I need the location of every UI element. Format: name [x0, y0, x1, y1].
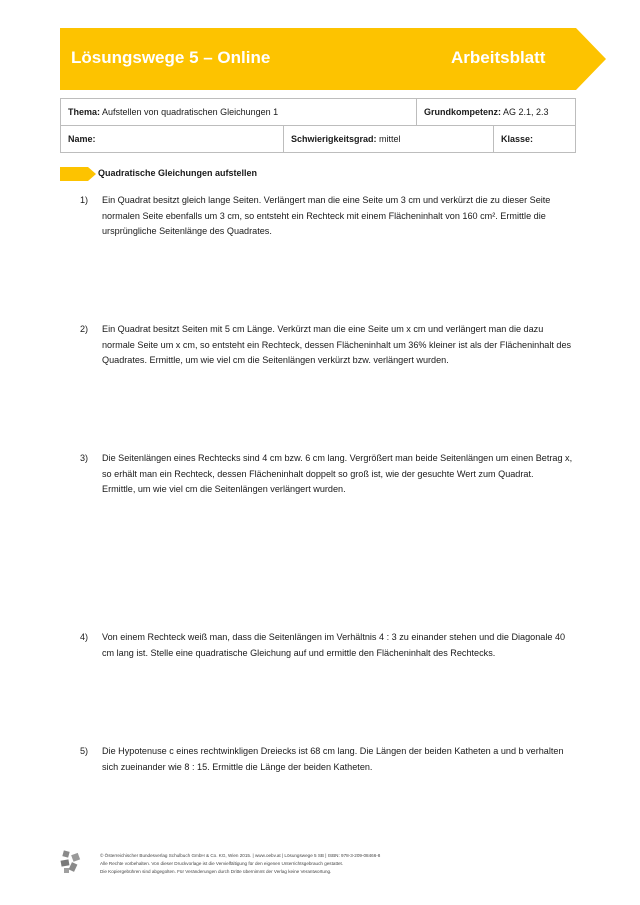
- footer-line: Alle Rechte vorbehalten. Von dieser Druckvorlage ist die Vervielfältigung für den eigenen Unterrichtsgebrauch gestattet.: [100, 861, 344, 866]
- task-text: [102, 322, 582, 369]
- task-text: [102, 193, 582, 240]
- section-arrow-icon: [60, 167, 96, 181]
- task-number: 2): [80, 324, 89, 334]
- task-number: 1): [80, 195, 89, 205]
- info-row-student: [61, 126, 576, 153]
- task-line: Ein Quadrat besitzt Seiten mit 5 cm Länge. Verkürzt man die eine Seite um x cm und verlängert man die dazu: [102, 324, 544, 334]
- difficulty-label: Schwierigkeitsgrad:: [291, 134, 377, 144]
- difficulty-cell: [284, 126, 494, 153]
- header-banner: [60, 28, 606, 90]
- task-line: Von einem Rechteck weiß man, dass die Seitenlängen im Verhältnis 4 : 3 zu einander stehen und die Diagonale 40: [102, 632, 566, 642]
- publication-title: Lösungswege 5 – Online: [71, 48, 271, 67]
- competence-value: AG 2.1, 2.3: [503, 107, 549, 117]
- difficulty-value: mittel: [379, 134, 401, 144]
- task-line: normalen Seite ebenfalls um 3 cm, so entsteht ein Rechteck mit einem Flächeninhalt von 160 cm². Ermittle die: [102, 210, 546, 221]
- task-line: ursprüngliche Seitenlänge des Quadrates.: [102, 226, 272, 236]
- topic-cell: [61, 99, 417, 126]
- task-line: so erhält man ein Rechteck, dessen Flächeninhalt doppelt so groß ist, wie der gesuchte Wert zum Quadrat.: [102, 468, 534, 479]
- task-text: [102, 744, 582, 775]
- name-label: Name:: [68, 134, 96, 144]
- task-line: Ein Quadrat besitzt gleich lange Seiten. Verlängert man die eine Seite um 3 cm und verkürzt die zu dieser Seite: [102, 195, 551, 205]
- task-line: Die Hypotenuse c eines rechtwinkligen Dreiecks ist 68 cm lang. Die Längen der beiden Katheten a und b verhalten: [102, 746, 564, 756]
- worksheet-label: Arbeitsblatt: [451, 48, 546, 67]
- footer-line: © Österreichischer Bundesverlag Schulbuch GmbH & Co. KG, Wien 2015. | www.oebv.at | Lösungswege 5 SB | ISBN: 978-3-209-08466-8: [100, 853, 381, 858]
- task-line: Quadrates. Ermittle, um wie viel cm die Seitenlängen verkürzt bzw. verlängert wurden.: [102, 355, 449, 365]
- task-number: 4): [80, 632, 89, 642]
- topic-value: Aufstellen von quadratischen Gleichungen 1: [102, 107, 279, 117]
- class-label: Klasse:: [501, 134, 534, 144]
- topic-label: Thema:: [68, 107, 101, 117]
- section-heading: [60, 167, 360, 181]
- task-text: [102, 630, 582, 661]
- publisher-logo-icon: [60, 850, 82, 874]
- task-line: sich zueinander wie 8 : 15. Ermittle die Länge der beiden Katheten.: [102, 761, 373, 772]
- task-number: 5): [80, 746, 89, 756]
- name-cell[interactable]: [61, 126, 284, 153]
- task-text: [102, 451, 582, 498]
- class-cell[interactable]: [494, 126, 576, 153]
- competence-label: Grundkompetenz:: [424, 107, 502, 117]
- info-row-topic: [61, 99, 576, 126]
- competence-cell: [417, 99, 576, 126]
- task-line: Die Seitenlängen eines Rechtecks sind 4 cm bzw. 6 cm lang. Vergrößert man beide Seitenlängen um einen Betrag x,: [102, 453, 573, 463]
- task-line: cm lang ist. Stelle eine quadratische Gleichung auf und ermittle den Flächeninhalt des Rechtecks.: [102, 647, 496, 658]
- copyright-text: [100, 852, 380, 876]
- task-line: normale Seite um x cm, so entsteht ein Rechteck, dessen Flächeninhalt um 36% kleiner ist als der Flächeninhalt des: [102, 339, 572, 350]
- task-number: 3): [80, 453, 89, 463]
- worksheet-info-table: [60, 98, 576, 153]
- section-title: Quadratische Gleichungen aufstellen: [98, 168, 258, 178]
- task-line: Ermittle, um wie viel cm die Seitenlängen verlängert wurden.: [102, 484, 346, 494]
- footer-line: Die Kopiergebühren sind abgegolten. Für Veränderungen durch Dritte übernimmt der Verlag keine Verantwortung.: [100, 869, 332, 874]
